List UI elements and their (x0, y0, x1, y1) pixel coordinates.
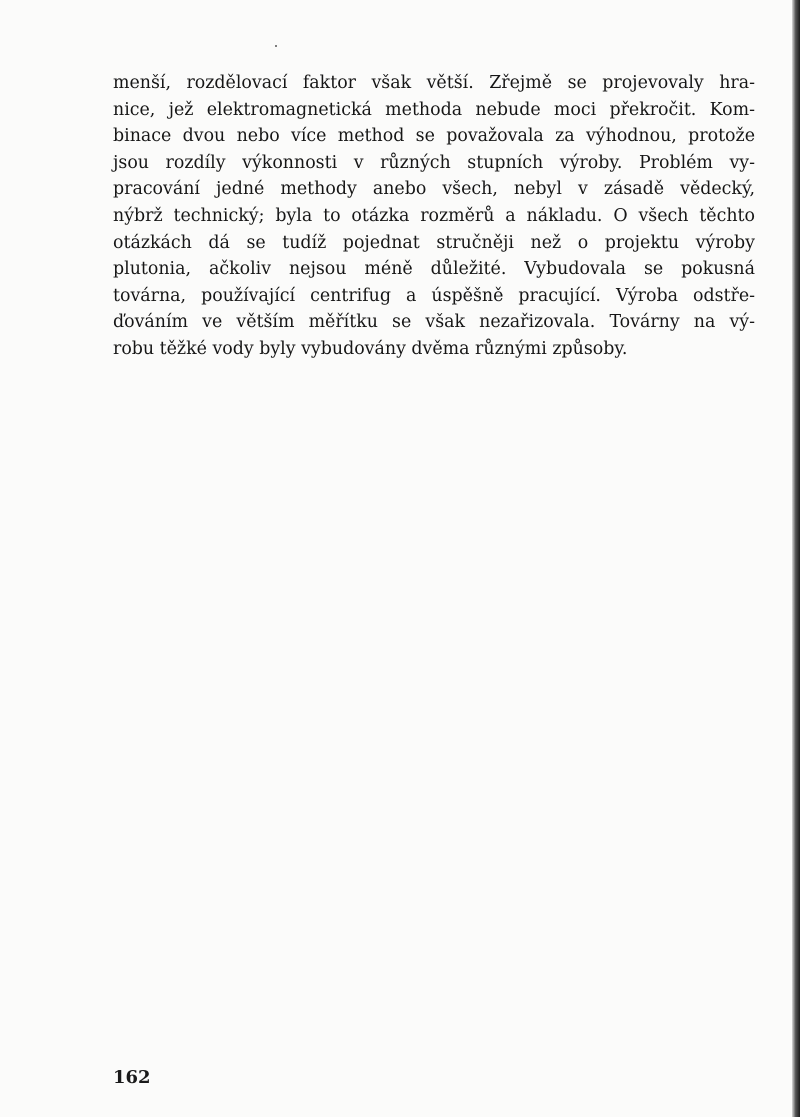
page-binding-edge (792, 0, 800, 1117)
body-paragraph (113, 70, 755, 363)
text-line: otázkách dá se tudíž pojednat stručněji než o projektu výroby (113, 232, 755, 253)
text-line: binace dvou nebo více method se považovala za výhodnou, protože (113, 126, 755, 147)
text-line: nice, jež elektromagnetická methoda nebude moci překročit. Kom- (113, 99, 755, 120)
text-line: pracování jedné methody anebo všech, nebyl v zásadě vědecký, (113, 179, 755, 200)
text-line: menší, rozdělovací faktor však větší. Zřejmě se projevovaly hra- (113, 73, 755, 93)
page-number: 162 (113, 1067, 151, 1088)
scan-speck (275, 45, 277, 47)
text-line: plutonia, ačkoliv nejsou méně důležité. Vybudovala se pokusná (113, 259, 755, 280)
text-line: továrna, používající centrifug a úspěšně pracující. Výroba odstře- (113, 285, 755, 306)
text-line: robu těžké vody byly vybudovány dvěma různými způsoby. (113, 338, 628, 359)
text-line: jsou rozdíly výkonnosti v různých stupních výroby. Problém vy- (113, 152, 755, 173)
text-line: nýbrž technický; byla to otázka rozměrů a nákladu. O všech těchto (113, 205, 755, 226)
text-line: ďováním ve větším měřítku se však nezařizovala. Továrny na vý- (113, 312, 755, 333)
